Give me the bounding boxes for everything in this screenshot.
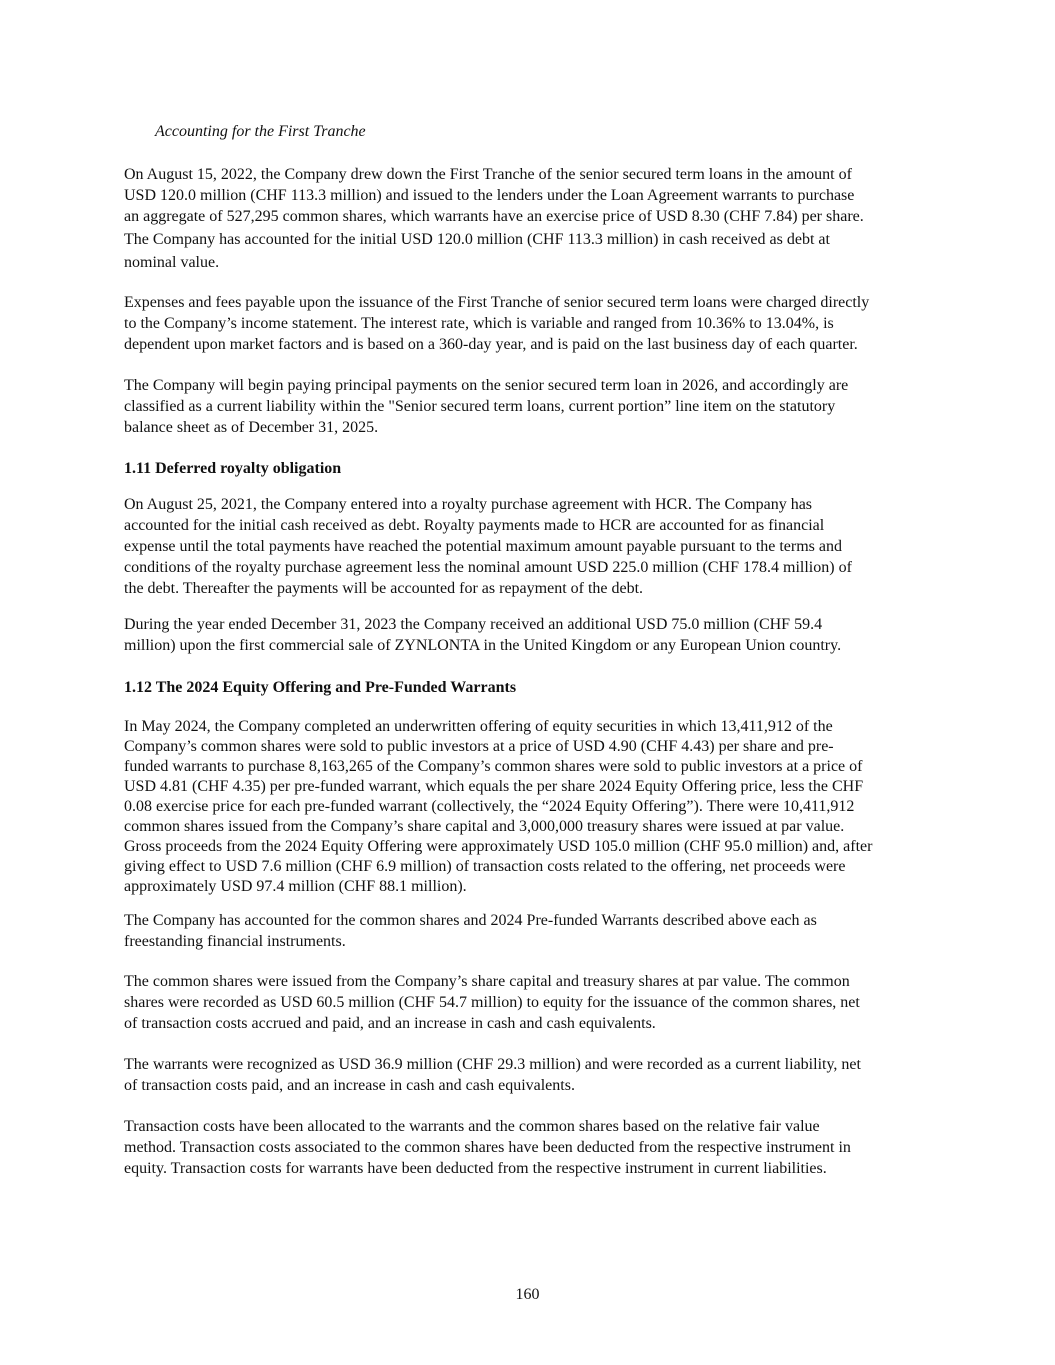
text-line: Transaction costs have been allocated to the warrants and the common shares based on the relative fair value [124, 1118, 820, 1135]
page-number: 160 [515, 1286, 540, 1303]
text-line: funded warrants to purchase 8,163,265 of the Company’s common shares were sold to public investors at a price of [124, 758, 863, 775]
paragraph-first-tranche-drawdown [124, 164, 934, 273]
text-line: On August 25, 2021, the Company entered into a royalty purchase agreement with HCR. The Company has [124, 496, 813, 513]
text-line: On August 15, 2022, the Company drew down the First Tranche of the senior secured term loans in the amount of [124, 166, 852, 183]
text-line: The warrants were recognized as USD 36.9 million (CHF 29.3 million) and were recorded as a current liability, net [124, 1056, 861, 1073]
text-line: equity. Transaction costs for warrants have been deducted from the respective instrument in current liabilities. [124, 1160, 827, 1177]
text-line: common shares issued from the Company’s share capital and 3,000,000 treasury shares were issued at par value. [124, 818, 845, 835]
text-line: freestanding financial instruments. [124, 933, 346, 950]
text-line: During the year ended December 31, 2023 the Company received an additional USD 75.0 million (CHF 59.4 [124, 616, 823, 633]
text-line: of transaction costs paid, and an increase in cash and cash equivalents. [124, 1077, 575, 1094]
text-line: The common shares were issued from the Company’s share capital and treasury shares at par value. The common [124, 973, 850, 990]
text-line: million) upon the first commercial sale of ZYNLONTA in the United Kingdom or any European Union country. [124, 637, 842, 654]
text-line: giving effect to USD 7.6 million (CHF 6.9 million) of transaction costs related to the offering, net proceeds were [124, 858, 846, 875]
text-line: the debt. Thereafter the payments will be accounted for as repayment of the debt. [124, 580, 644, 597]
text-line: The Company has accounted for the initial USD 120.0 million (CHF 113.3 million) in cash received as debt at [124, 231, 830, 248]
text-line: USD 120.0 million (CHF 113.3 million) and issued to the lenders under the Loan Agreement warrants to purchase [124, 187, 855, 204]
text-line: balance sheet as of December 31, 2025. [124, 419, 379, 436]
text-line: expense until the total payments have reached the potential maximum amount payable pursuant to the terms and [124, 538, 843, 555]
text-line: Company’s common shares were sold to public investors at a price of USD 4.90 (CHF 4.43) per share and pre- [124, 738, 834, 755]
text-line: method. Transaction costs associated to the common shares have been deducted from the respective instrument in [124, 1139, 851, 1156]
paragraph-royalty-agreement [124, 494, 934, 599]
text-line: dependent upon market factors and is based on a 360-day year, and is paid on the last business day of each quarter. [124, 336, 858, 353]
text-line: classified as a current liability within the "Senior secured term loans, current portion” line item on the statutory [124, 398, 836, 415]
text-line: In May 2024, the Company completed an underwritten offering of equity securities in which 13,411,912 of the [124, 718, 833, 735]
text-line: an aggregate of 527,295 common shares, which warrants have an exercise price of USD 8.30 (CHF 7.84) per share. [124, 208, 864, 225]
paragraph-common-shares-recorded [124, 971, 934, 1034]
paragraph-freestanding-instruments [124, 910, 934, 952]
text-line: nominal value. [124, 254, 220, 271]
text-line: Expenses and fees payable upon the issuance of the First Tranche of senior secured term loans were charged directly [124, 294, 870, 311]
paragraph-equity-offering-details [124, 716, 934, 896]
text-line: 0.08 exercise price for each pre-funded warrant (collectively, the “2024 Equity Offering”). There were 10,411,912 [124, 798, 855, 815]
text-line: The Company will begin paying principal payments on the senior secured term loan in 2026, and accordingly are [124, 377, 849, 394]
paragraph-expenses-fees [124, 292, 934, 355]
text-line: to the Company’s income statement. The interest rate, which is variable and ranged from 10.36% to 13.04%, is [124, 315, 834, 332]
text-line: USD 4.81 (CHF 4.35) per pre-funded warrant, which equals the per share 2024 Equity Offering price, less the CHF [124, 778, 864, 795]
text-line: Gross proceeds from the 2024 Equity Offering were approximately USD 105.0 million (CHF 95.0 million) and, after [124, 838, 873, 855]
heading-equity-offering: 1.12 The 2024 Equity Offering and Pre-Funded Warrants [124, 679, 517, 696]
paragraph-principal-payments [124, 375, 934, 438]
text-line: approximately USD 97.4 million (CHF 88.1 million). [124, 878, 467, 895]
text-line: of transaction costs accrued and paid, and an increase in cash and cash equivalents. [124, 1015, 656, 1032]
text-line: shares were recorded as USD 60.5 million (CHF 54.7 million) to equity for the issuance of the common shares, net [124, 994, 860, 1011]
section-subtitle: Accounting for the First Tranche [155, 123, 366, 140]
heading-deferred-royalty-obligation: 1.11 Deferred royalty obligation [124, 460, 342, 477]
paragraph-warrants-recognized [124, 1054, 934, 1096]
text-line: The Company has accounted for the common shares and 2024 Pre-funded Warrants described above each as [124, 912, 817, 929]
text-line: conditions of the royalty purchase agreement less the nominal amount USD 225.0 million (CHF 178.4 million) of [124, 559, 852, 576]
text-line: accounted for the initial cash received as debt. Royalty payments made to HCR are accounted for as financial [124, 517, 825, 534]
paragraph-additional-payment [124, 614, 934, 656]
paragraph-transaction-costs [124, 1116, 934, 1179]
